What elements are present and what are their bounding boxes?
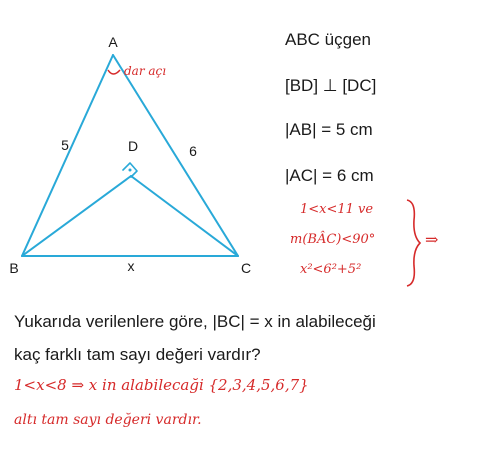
side-label-bc: x	[127, 258, 135, 274]
vertex-label-d: D	[127, 138, 139, 154]
given-line-2: [BD] ⊥ [DC]	[285, 76, 377, 95]
right-angle-dot	[129, 169, 132, 172]
note-line-2: m(BÂC)<90°	[290, 232, 376, 247]
vertex-label-b: B	[9, 260, 19, 276]
answer-line-1: 1<x<8 ⇒ x in alabilecaği {2,3,4,5,6,7}	[14, 376, 309, 394]
segment-ab	[22, 55, 113, 256]
vertex-label-a: A	[108, 34, 118, 50]
side-label-ab: 5	[61, 137, 69, 153]
given-line-3: |AB| = 5 cm	[285, 120, 373, 139]
triangle-figure	[0, 0, 270, 290]
segment-dc	[131, 176, 238, 256]
question-line-2: kaç farklı tam sayı değeri vardır?	[14, 345, 261, 364]
note-line-3: x²<6²+5²	[300, 262, 362, 277]
angle-note: dar açı	[124, 64, 167, 78]
implies-arrow-icon: ⇒	[425, 230, 439, 249]
given-line-1: ABC üçgen	[285, 30, 371, 49]
question-line-1: Yukarıda verilenlere göre, |BC| = x in alabileceği	[14, 312, 376, 331]
vertex-label-c: C	[240, 260, 252, 276]
given-line-4: |AC| = 6 cm	[285, 166, 374, 185]
segment-ac	[113, 55, 238, 256]
answer-line-2: altı tam sayı değeri vardır.	[14, 412, 202, 428]
side-label-ac: 6	[189, 143, 197, 159]
note-line-1: 1<x<11 ve	[300, 202, 374, 217]
segment-bd	[22, 176, 131, 256]
angle-a-arc	[108, 70, 120, 74]
